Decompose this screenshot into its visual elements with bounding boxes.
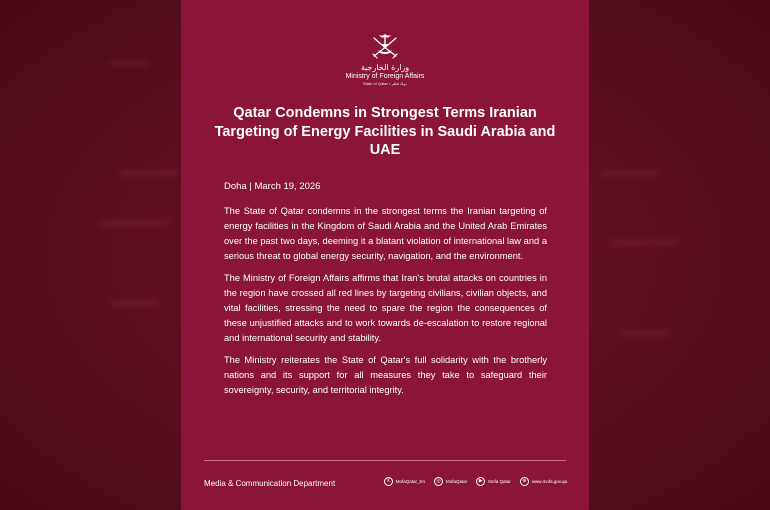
department-name: Media & Communication Department [204, 479, 336, 488]
social-link-instagram[interactable] [434, 477, 467, 486]
social-handle: www.mofa.gov.qa [531, 479, 567, 484]
page-title: Qatar Condemns in Strongest Terms Iranian Targeting of Energy Facilities in Saudi Arabia and UAE [214, 105, 556, 158]
x-icon: X [384, 477, 393, 486]
dateline: Doha | March 19, 2026 [224, 181, 321, 192]
instagram-icon: ◎ [434, 477, 443, 486]
youtube-icon: ▶ [476, 477, 485, 486]
social-handle: Mofa Qatar [488, 479, 511, 484]
ministry-name-arabic: وزارة الخارجية [360, 63, 410, 72]
social-link-youtube[interactable] [476, 477, 511, 486]
social-handle: MofaQatar_En [395, 479, 426, 484]
press-release-card [181, 0, 589, 510]
emblem-icon [370, 30, 400, 62]
footer-divider [204, 460, 566, 461]
statement-body [224, 204, 547, 405]
social-link-website[interactable] [520, 477, 567, 486]
state-line: State of Qatar • دولة قطر [362, 81, 408, 86]
ministry-name-english: Ministry of Foreign Affairs [345, 73, 425, 80]
social-handle: MofaQatar [446, 479, 468, 484]
paragraph: The Ministry reiterates the State of Qatar's full solidarity with the brotherly nations and its support for all measures they take to safeguard their sovereignty, security, and territorial integrity. [224, 355, 547, 395]
paragraph: The Ministry of Foreign Affairs affirms that Iran's brutal attacks on countries in the region have crossed all red lines by targeting civilians, civilian objects, and vital facilities, stressing the need to spare the region the consequences of these unjustified attacks and to work towards de-escalation to restore regional and international security and stability. [224, 273, 547, 343]
ministry-logo [181, 30, 589, 87]
globe-icon: ⊕ [520, 477, 529, 486]
paragraph: The State of Qatar condemns in the strongest terms the Iranian targeting of energy facilities in the Kingdom of Saudi Arabia and the United Arab Emirates over the past two days, deeming it a blatant violation of international law and a serious threat to global energy security, navigation, and the environment. [224, 206, 547, 261]
social-link-x[interactable] [384, 477, 425, 486]
social-links [384, 477, 567, 486]
